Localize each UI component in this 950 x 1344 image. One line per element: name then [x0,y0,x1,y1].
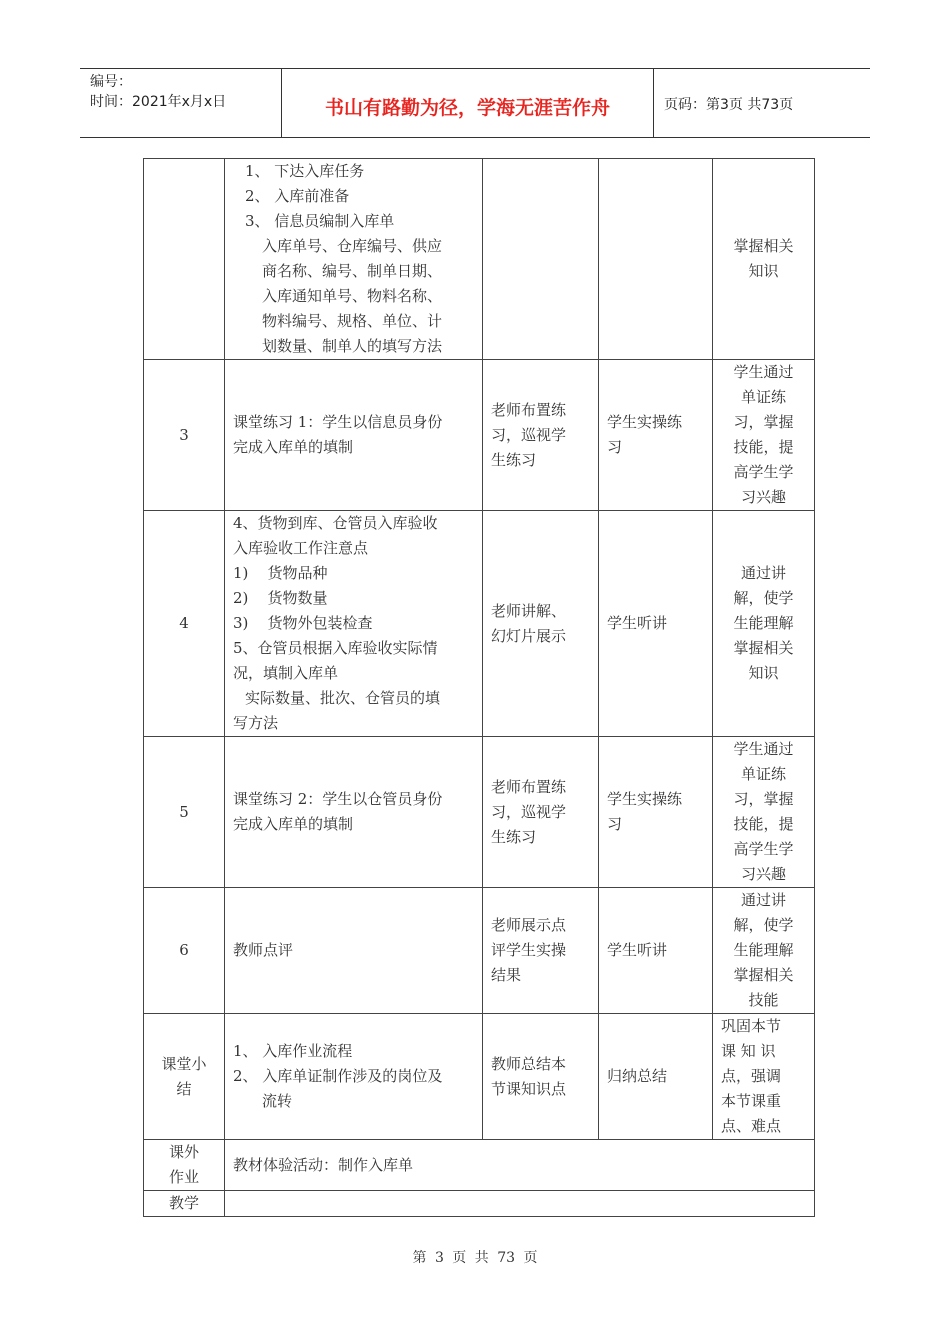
content-line: 完成入库单的填制 [233,438,354,456]
goal-line: 学生通过 [733,363,794,381]
teacher-activity-cell [483,888,599,1014]
goal-line: 本节课重 [721,1092,782,1110]
goal-line: 技能，提 [733,438,794,456]
goal-cell [713,511,815,737]
student-line: 学生听讲 [607,941,668,959]
header-meta [80,69,282,137]
goal-line: 学生通过 [733,740,794,758]
teacher-activity-cell [483,511,599,737]
content-line: 教师点评 [233,941,294,959]
table-row [144,159,815,360]
student-activity-cell [599,360,713,511]
content-line: 划数量、制单人的填写方法 [262,337,443,355]
content-line: 4、货物到库、仓管员入库验收 [233,514,438,532]
goal-line: 通过讲 [740,564,786,582]
goal-line: 掌握相关 [733,966,794,984]
content-line: 1) 货物品种 [233,564,328,582]
student-line: 学生实操练 [607,413,683,431]
row-number-cell: 5 [144,737,225,888]
goal-line: 生能理解 [733,614,794,632]
content-line: 3、 信息员编制入库单 [245,212,395,230]
goal-line: 单证练 [740,765,786,783]
table-row [144,360,815,511]
content-line: 况，填制入库单 [233,664,339,682]
row-label-line: 教学 [168,1194,199,1212]
student-activity-cell [599,159,713,360]
student-activity-cell [599,511,713,737]
goal-line: 课 知 识 [721,1042,776,1060]
teacher-line: 生练习 [491,450,537,469]
lesson-table [143,158,815,1217]
student-activity-cell [599,1014,713,1140]
row-label-line: 作业 [168,1168,199,1186]
row-number-cell: 3 [144,360,225,511]
content-cell [225,360,483,511]
teacher-line: 评学生实操 [491,941,567,959]
teacher-activity-cell [483,737,599,888]
student-line: 学生听讲 [607,614,668,632]
row-number-cell [144,1140,225,1191]
time-label: 时间：2021年x月x日 [90,94,227,110]
teacher-line: 老师布置练 [491,777,567,796]
page-header [80,68,870,138]
goal-cell [713,888,815,1014]
goal-line: 技能，提 [733,815,794,833]
content-line: 2) 货物数量 [233,589,328,607]
student-line: 习 [607,815,623,833]
reflection-cell [225,1191,815,1217]
table-row [144,511,815,737]
goal-line: 解，使学 [733,589,794,607]
goal-line: 通过讲 [740,891,786,909]
row-number-cell: 6 [144,888,225,1014]
goal-line: 知识 [748,664,779,682]
content-line: 商名称、编号、制单日期、 [262,262,443,280]
goal-line: 技能 [748,991,779,1009]
content-cell [225,737,483,888]
goal-line: 生能理解 [733,941,794,959]
content-line: 入库验收工作注意点 [233,539,369,557]
content-line: 物料编号、规格、单位、计 [262,312,443,330]
content-line: 1、 下达入库任务 [245,162,365,180]
goal-line: 知识 [748,262,779,280]
table-row [144,1014,815,1140]
goal-line: 单证练 [740,388,786,406]
content-line: 入库单号、仓库编号、供应 [262,237,443,255]
content-line: 完成入库单的填制 [233,815,354,833]
goal-line: 点、难点 [721,1117,782,1135]
homework-cell [225,1140,815,1191]
table-row [144,737,815,888]
content-line: 教材体验活动：制作入库单 [233,1155,414,1174]
teacher-line: 生练习 [491,827,537,846]
teacher-activity-cell [483,360,599,511]
goal-line: 掌握相关 [733,237,794,255]
content-line: 2、 入库前准备 [245,187,350,205]
goal-cell [713,159,815,360]
content-line: 流转 [262,1092,293,1110]
teacher-line: 幻灯片展示 [491,626,567,645]
goal-line: 巩固本节 [721,1017,782,1035]
teacher-line: 节课知识点 [491,1079,567,1098]
content-line: 入库通知单号、物料名称、 [262,287,443,305]
content-cell [225,888,483,1014]
goal-cell [713,1014,815,1140]
teacher-activity-cell [483,1014,599,1140]
student-line: 习 [607,438,623,456]
header-page-info: 页码：第3页 共73页 [664,97,794,113]
teacher-line: 老师讲解、 [491,601,567,620]
table-row [144,1191,815,1217]
row-number-cell [144,159,225,360]
table-row [144,1140,815,1191]
goal-line: 高学生学 [733,463,794,481]
goal-cell [713,737,815,888]
student-activity-cell [599,888,713,1014]
student-line: 归纳总结 [607,1067,668,1085]
row-label-line: 课外 [168,1143,199,1161]
content-cell [225,159,483,360]
teacher-line: 习，巡视学 [491,802,567,821]
content-line: 1、 入库作业流程 [233,1042,353,1060]
goal-line: 习兴趣 [740,488,786,506]
row-label-line: 结 [176,1079,192,1098]
content-line: 2、 入库单证制作涉及的岗位及 [233,1067,443,1085]
content-line: 3) 货物外包装检查 [233,614,373,632]
teacher-line: 老师布置练 [491,400,567,419]
teacher-line: 教师总结本 [491,1054,567,1073]
content-cell [225,1014,483,1140]
row-label-line: 课堂小 [161,1054,207,1073]
row-number-cell: 4 [144,511,225,737]
page-footer: 第 3 页 共 73 页 [412,1250,538,1266]
content-line: 课堂练习 2：学生以仓管员身份 [233,790,443,808]
goal-line: 高学生学 [733,840,794,858]
goal-line: 解，使学 [733,916,794,934]
content-line: 5、仓管员根据入库验收实际情 [233,639,438,657]
teacher-line: 结果 [491,966,522,984]
goal-line: 习兴趣 [740,865,786,883]
goal-line: 习，掌握 [733,790,794,808]
content-line: 写方法 [233,714,279,732]
content-line: 实际数量、批次、仓管员的填 [245,689,441,707]
goal-line: 掌握相关 [733,639,794,657]
student-activity-cell [599,737,713,888]
number-label: 编号： [90,74,132,90]
teacher-line: 习，巡视学 [491,425,567,444]
goal-line: 点，强调 [721,1067,782,1085]
table-row [144,888,815,1014]
goal-cell [713,360,815,511]
content-cell [225,511,483,737]
student-line: 学生实操练 [607,790,683,808]
row-number-cell [144,1191,225,1217]
header-motto: 书山有路勤为径，学海无涯苦作舟 [282,69,654,137]
goal-line: 习，掌握 [733,413,794,431]
content-line: 课堂练习 1：学生以信息员身份 [233,413,443,431]
row-number-cell [144,1014,225,1140]
teacher-activity-cell [483,159,599,360]
teacher-line: 老师展示点 [491,916,567,934]
